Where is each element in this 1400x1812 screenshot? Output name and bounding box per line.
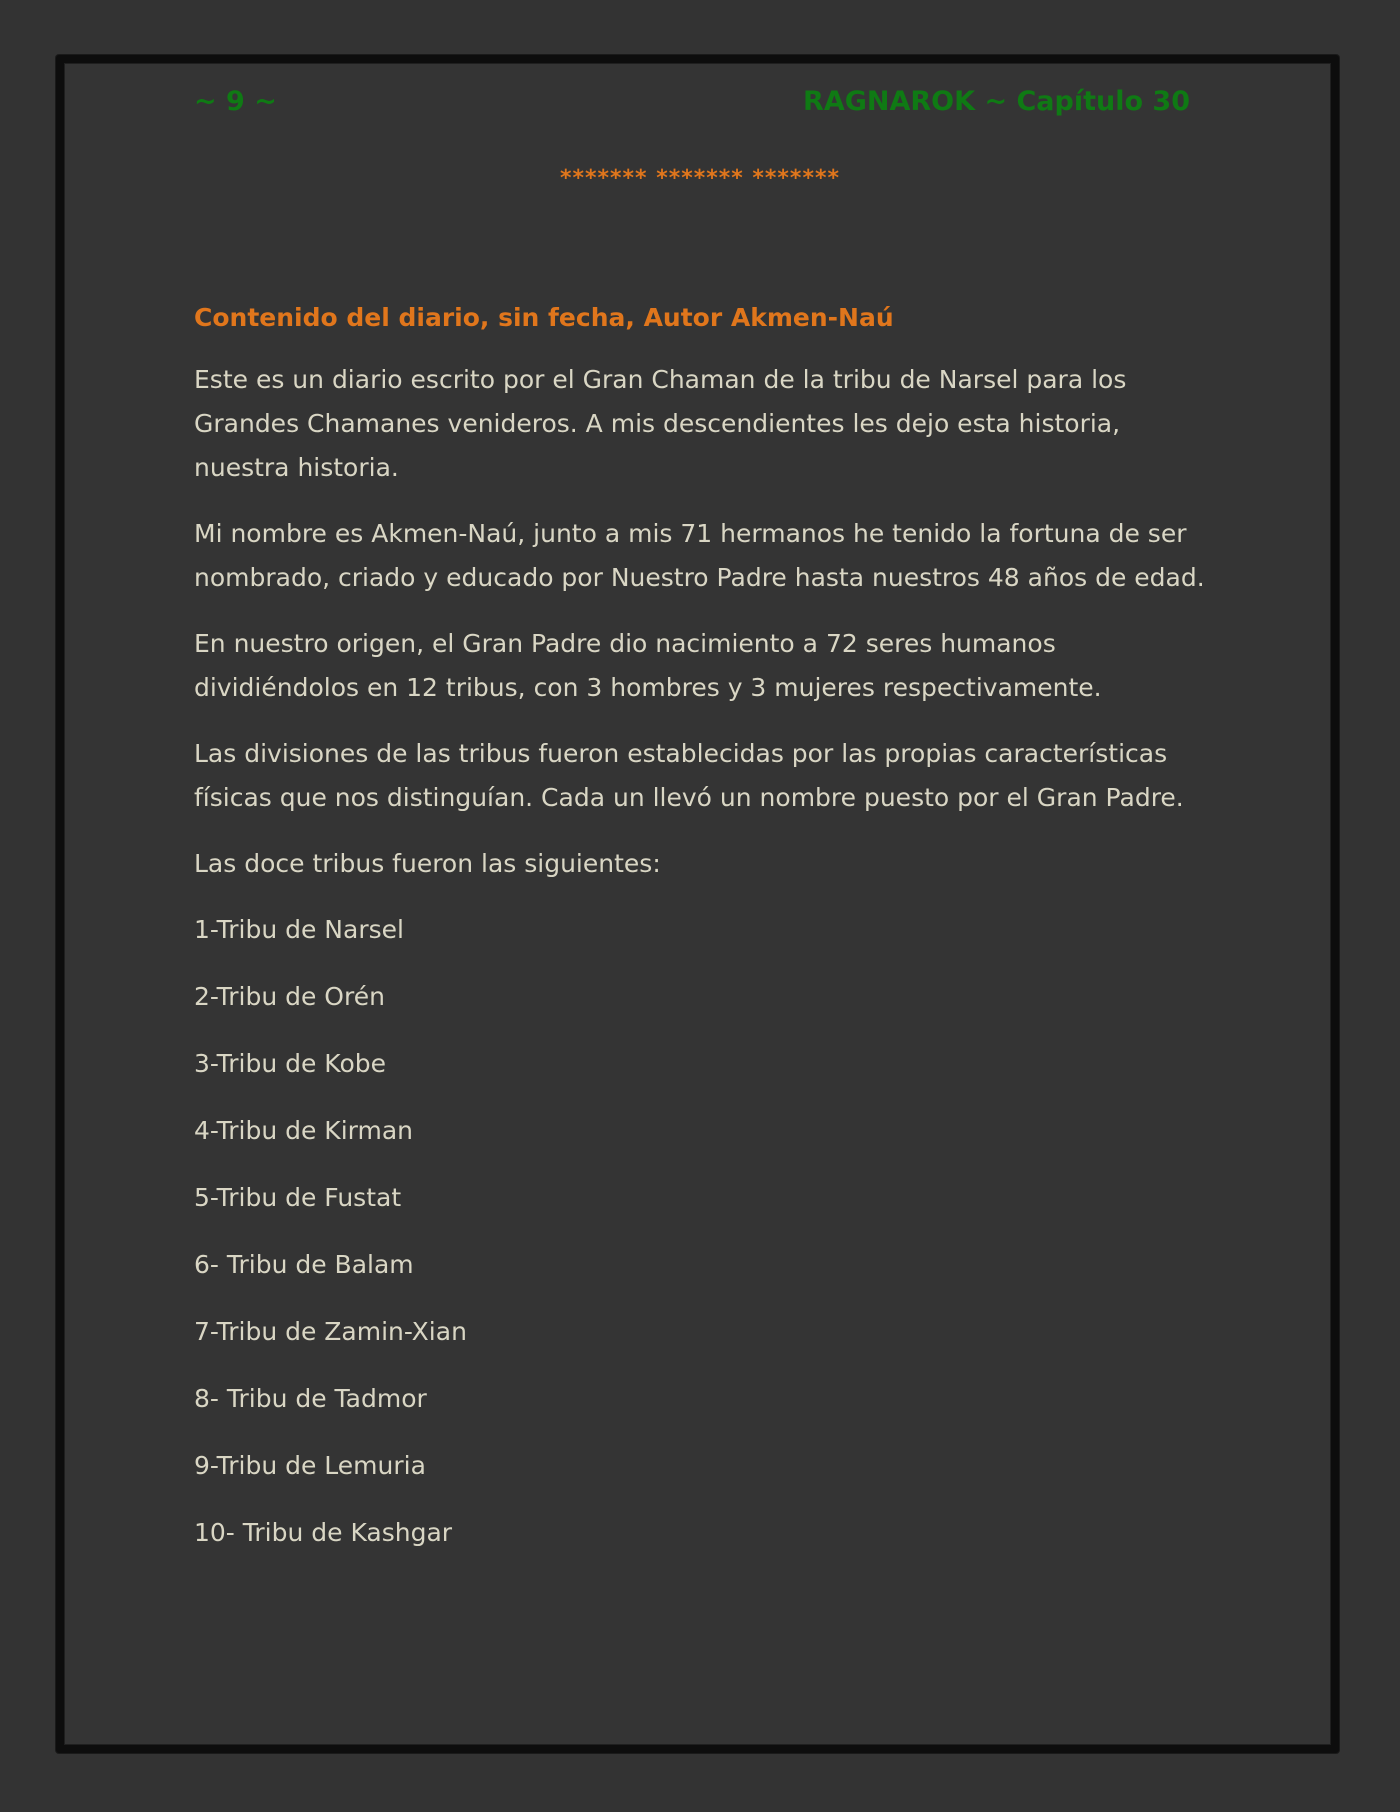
list-item: 3-Tribu de Kobe (194, 1049, 387, 1078)
section-title: Contenido del diario, sin fecha, Autor Akmen-Naú (194, 303, 894, 332)
list-item: 9-Tribu de Lemuria (194, 1451, 426, 1480)
paragraph: Este es un diario escrito por el Gran Chaman de la tribu de Narsel para los Grandes Chamanes venideros. A mis descendientes les dejo esta historia, nuestra historia. (194, 365, 1127, 482)
paragraph: En nuestro origen, el Gran Padre dio nacimiento a 72 seres humanos dividiéndolos en 12 tribus, con 3 hombres y 3 mujeres respectivamente. (194, 629, 1102, 702)
paragraph: Mi nombre es Akmen-Naú, junto a mis 71 hermanos he tenido la fortuna de ser nombrado, criado y educado por Nuestro Padre hasta nuestros 48 años de edad. (194, 519, 1205, 592)
list-item: 10- Tribu de Kashgar (194, 1518, 453, 1547)
page-content (194, 296, 1214, 1578)
list-item: 6- Tribu de Balam (194, 1250, 414, 1279)
paragraph: Las doce tribus fueron las siguientes: (194, 849, 661, 878)
list-item: 8- Tribu de Tadmor (194, 1384, 427, 1413)
list-item: 1-Tribu de Narsel (194, 915, 404, 944)
section-separator: ******* ******* ******* (560, 166, 840, 191)
list-item: 7-Tribu de Zamin-Xian (194, 1317, 467, 1346)
list-item: 2-Tribu de Orén (194, 982, 385, 1011)
running-title: RAGNAROK ~ Capítulo 30 (803, 86, 1190, 117)
list-item: 4-Tribu de Kirman (194, 1116, 414, 1145)
tribe-list (194, 908, 1214, 1555)
list-item: 5-Tribu de Fustat (194, 1183, 402, 1212)
paragraph: Las divisiones de las tribus fueron establecidas por las propias características físicas que nos distinguían. Cada un llevó un nombre puesto por el Gran Padre. (194, 739, 1184, 812)
page-number: ~ 9 ~ (194, 86, 277, 117)
